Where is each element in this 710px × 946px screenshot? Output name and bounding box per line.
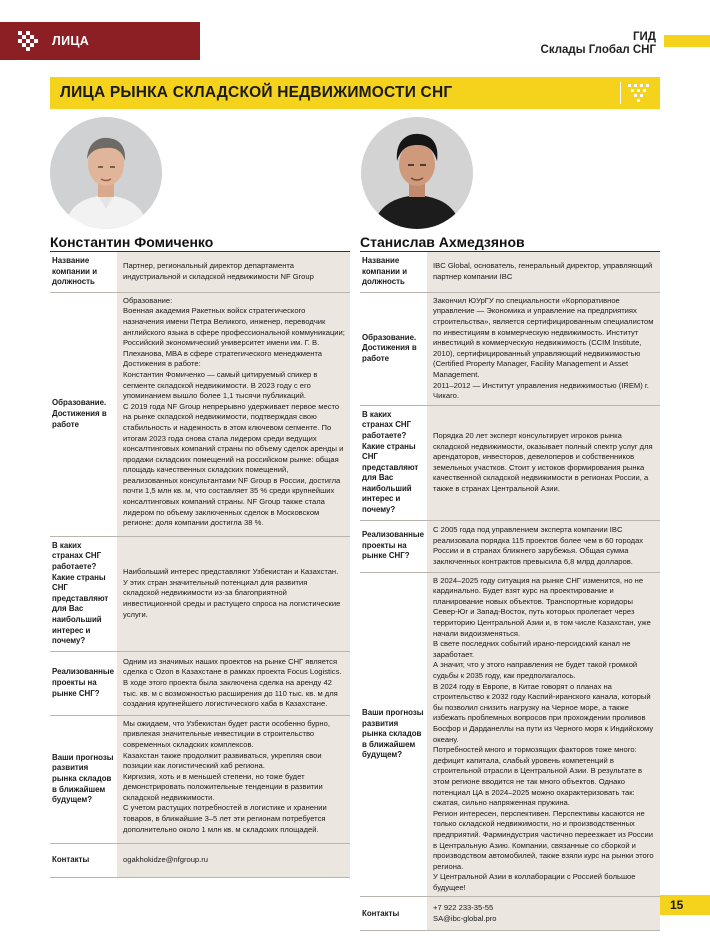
portrait-photo [50, 117, 162, 229]
phone-link[interactable]: +7 922 233-35-55 [433, 903, 494, 913]
row-text: Образование: [123, 295, 173, 305]
row-value [117, 651, 350, 715]
table-row [360, 252, 660, 293]
table-row [360, 572, 660, 897]
row-label: Образование. Достижения в работе [360, 292, 427, 405]
row-text: Военная академия Ракетных войск стратегического назначения имени Петра Великого, инженер, переводчик английского языка в сфере профессиональной коммуникации; [123, 306, 345, 337]
row-text: Одним из значимых наших проектов на рынке СНГ является сделка с Ozon в Казахстане в рамках проекта Focus Logistics. В ходе этого проекта была заключена сделка на аренду 42 тыс. кв. м с возможностью расширения до 110 тыс. кв. м для создания крупнейшего логистического хаба в Казахстане. [123, 656, 342, 709]
row-value [427, 520, 660, 572]
row-text: Достижения в работе: [123, 359, 201, 369]
row-value [427, 252, 660, 293]
row-label: Образование. Достижения в работе [50, 292, 117, 536]
row-text: Киргизия, хоть и в меньшей степени, но тоже будет демонстрировать положительные тенденции в развитии складской недвижимости. [123, 771, 323, 802]
person-name: Константин Фомиченко [50, 234, 214, 250]
row-text: Наибольший интерес представляют Узбекистан и Казахстан. У этих стран значительный потенциал для развития складской недвижимости из-за благоприятной инвестиционной среды и растущего спроса на логистические услуги. [123, 567, 341, 619]
profile-table [50, 251, 350, 878]
table-row [360, 520, 660, 572]
table-row [360, 897, 660, 931]
row-text: В 2024–2025 году ситуация на рынке СНГ изменится, но не кардинально. Будет взят курс на проектирование и планирование новых объектов. Транспортные коридоры Север-Юг и Запад-Восток, путь которых пролегает через территорию Центральной Азии и, в том числе Казахстан, уже начали видоизменяться. [433, 575, 651, 638]
publication-name: Склады Глобал СНГ [540, 44, 656, 56]
guide-label: ГИД [633, 31, 656, 43]
profile-left [50, 117, 350, 878]
row-text: С 2005 года под управлением эксперта компании IBC реализовала порядка 115 проектов более чем в 60 городах России и в странах ближнего зарубежья. Общая сумма заключенных контрактов превысила 6,8 млрд долларов. [433, 524, 644, 566]
publication-header [541, 31, 656, 57]
row-text: IBC Global, основатель, генеральный директор, управляющий партнер компании IBC [433, 261, 653, 281]
row-label: Ваши прогнозы развития рынка складов в ближайшем будущем? [360, 572, 427, 897]
row-text: Казахстан также продолжит развиваться, укрепляя свои позиции как логистический хаб региона. [123, 750, 322, 771]
row-text: В свете последних событий ирано-персидский канал не заработает. [433, 639, 631, 659]
row-text: С 2019 года NF Group непрерывно удерживает первое место на рынке складской недвижимости, подтверждая свою стабильность и надежность в этом ключевом сегменте. По итогам 2023 года снова стала лидером среди ведущих консалтинговых компаний страны по объему сделок аренды и продажи складских помещений на российском рынке: общая площадь качественных складских помещений, реализованных консультантами NF Group в России, достигла почти 1,5 млн кв. м, что составляет 35 % среди крупнейших консалтинговых компаний страны. NF Group также стала лидером по объему заключенных сделок в Московском регионе: доля компании достигла 38 %. [123, 401, 344, 528]
row-text: С учетом растущих потребностей в логистике и хранении товаров, в ближайшие 3–5 лет эти регионам потребуется дополнительно около 1 млн кв. м складских площадей. [123, 803, 327, 834]
row-label: Реализованные проекты на рынке СНГ? [360, 520, 427, 572]
pixel-logo-icon [18, 31, 40, 51]
row-text: Российский экономический университет имени им. Г. В. Плеханова, MBA в сфере стратегического менеджмента [123, 338, 323, 358]
contact-value [427, 897, 660, 931]
row-label: Название компании и должность [50, 252, 117, 293]
row-text: Регион интересен, перспективен. Перспективы касаются не только складской недвижимости, но и производственных предприятий. Фарминдустрия частично переезжает из России в Центральную Азию. Компании, связанные со сборкой и производством автомобилей, также взяли курс на рынки этого региона. [433, 808, 654, 871]
table-row [360, 292, 660, 405]
row-text: У Центральной Азии в коллаборации с Россией большое будущее! [433, 872, 636, 892]
row-value [427, 405, 660, 520]
profile-right [360, 117, 660, 931]
section-label: ЛИЦА [52, 34, 90, 48]
row-text: Константин Фомиченко — самый цитируемый спикер в сегменте складской недвижимости. В 2023 году с его упоминанием вышло более 1,1 тысячи публикаций. [123, 369, 318, 401]
title-bar [50, 77, 660, 109]
row-value [427, 572, 660, 897]
row-value [117, 536, 350, 651]
row-value [427, 292, 660, 405]
profile-table [360, 251, 660, 931]
email-link[interactable]: SA@ibc-global.pro [433, 913, 497, 923]
table-row [50, 843, 350, 877]
row-label: Название компании и должность [360, 252, 427, 293]
row-value [117, 252, 350, 293]
row-text: Партнер, региональный директор департамента индустриальной и складской недвижимости NF Group [123, 261, 314, 281]
row-label: Контакты [360, 897, 427, 931]
table-row [50, 715, 350, 843]
row-label: Реализованные проекты на рынке СНГ? [50, 651, 117, 715]
table-row [50, 536, 350, 651]
row-text: Закончил ЮУрГУ по специальности «Корпоративное управление — Экономика и управление на предприятиях строительства», является сертифицированным специалистом по инвестициям в коммерческую недвижимость. Институт инвестиций в коммерческую недвижимость (CCIM Institute, 2010), сертифицированный управляющий недвижимостью (Certified Property Manager, Facility Management и Asset Management. [433, 295, 654, 379]
row-label: Контакты [50, 843, 117, 877]
person-name: Станислав Ахмедзянов [360, 234, 525, 250]
row-text: А значит, что у этого направления не будет такой громкой судьбы к 2035 году, как предполагалось. [433, 660, 638, 680]
table-row [50, 252, 350, 293]
email-link[interactable]: ogakhokidze@nfgroup.ru [123, 854, 209, 864]
page-title: ЛИЦА РЫНКА СКЛАДСКОЙ НЕДВИЖИМОСТИ СНГ [60, 84, 453, 101]
header-accent-bar [664, 35, 710, 47]
row-text: 2011–2012 — Институт управления недвижимостью (IREM) г. Чикаго. [433, 380, 649, 401]
table-row [50, 292, 350, 536]
row-value [117, 292, 350, 536]
page-number: 15 [660, 895, 710, 915]
row-label: В каких странах СНГ работаете? Какие страны СНГ представляют для Вас наибольший интерес и почему? [360, 405, 427, 520]
row-text: Порядка 20 лет эксперт консультирует игроков рынка складской недвижимости, оказывает полный спектр услуг для арендаторов, инвесторов, девелоперов и собственников земельных участков. Стоит у истоков формирования рынка качественной складской недвижимости в регионах России, а также в странах Центральной Азии. [433, 430, 653, 493]
row-label: В каких странах СНГ работаете? Какие страны СНГ представляют для Вас наибольший интерес и почему? [50, 536, 117, 651]
row-label: Ваши прогнозы развития рынка складов в ближайшем будущем? [50, 715, 117, 843]
row-value [117, 715, 350, 843]
row-text: Потребностей много и тормозящих факторов тоже много: дефицит капитала, слабый уровень компетенций в строительной отрасли в Центральной Азии. В результате в этом регионе вводится не так много объектов. Однако потенциал ЦА в 2024–2025 можно охарактеризовать так: сжатая, сильно напряженная пружина. [433, 745, 643, 808]
table-row [360, 405, 660, 520]
row-text: В 2024 году в Европе, в Китае говорят о планах на строительство к 2032 году Каспий-иранского канала, который бы позволил снизить нагрузку на Черное море, а также избежать проблемных вопросов при прохождении проливов Босфор и Дарданеллы на пути из Черного моря к Индийскому океану. [433, 681, 654, 744]
section-tab [0, 22, 200, 60]
table-row [50, 651, 350, 715]
pixel-arrow-icon [628, 82, 650, 104]
portrait-photo [361, 117, 473, 229]
row-text: Мы ожидаем, что Узбекистан будет расти особенно бурно, привлекая значительные инвестиции в строительство современных складских комплексов. [123, 718, 330, 749]
contact-value [117, 843, 350, 877]
